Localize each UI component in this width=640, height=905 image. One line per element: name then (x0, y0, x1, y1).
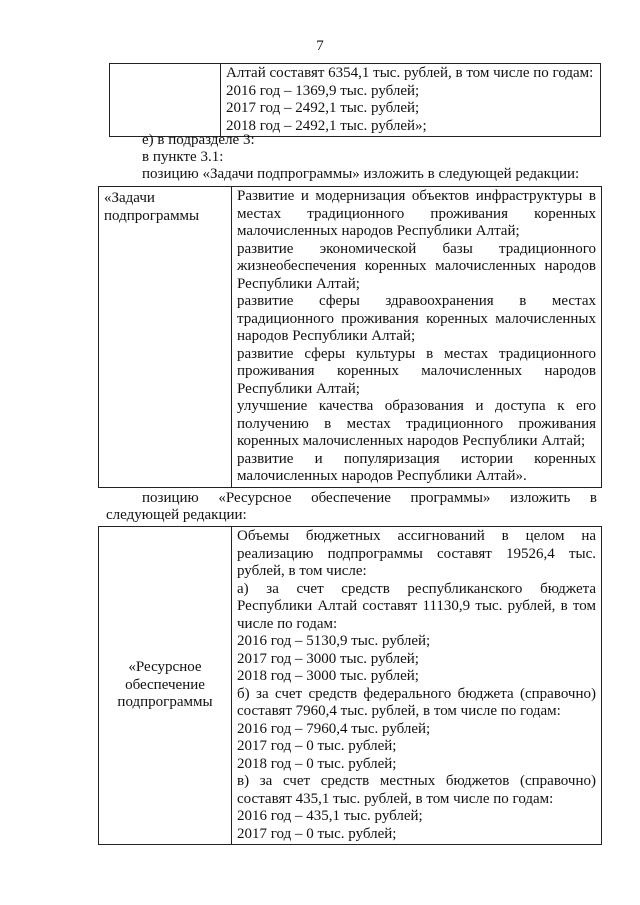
table-line: жизнеобеспечения коренных малочисленных народов (237, 258, 596, 274)
table-line: б) за счет средств федерального бюджета (справочно) (237, 685, 596, 702)
table-line: в) за счет средств местных бюджетов (справочно) (237, 773, 596, 789)
table-row (99, 527, 602, 845)
table-line: малочисленных народов Республики Алтай». (237, 468, 527, 484)
table-line: 2017 год – 0 тыс. рублей; (237, 738, 397, 754)
table-line: 2016 год – 1369,9 тыс. рублей; (226, 82, 420, 99)
table-content-cell (221, 64, 601, 137)
table-line: Объемы бюджетных ассигнований в целом на (237, 528, 596, 544)
resources-table (98, 526, 602, 845)
table-row (110, 64, 601, 137)
table-line: проживания коренных малочисленных народов (237, 363, 596, 379)
table-line: 2018 год – 2492,1 тыс. рублей»; (226, 117, 427, 134)
table-line: развитие сферы здравоохранения в местах (237, 293, 596, 309)
table-line: 2016 год – 5130,9 тыс. рублей; (237, 633, 431, 649)
table-line: малочисленных народов Республики Алтай; (237, 223, 520, 239)
table-line: реализацию подпрограммы составят 19526,4 тыс. (237, 545, 596, 562)
table-line: развитие сферы культуры в местах традиционного (237, 345, 596, 362)
table-content-cell (232, 527, 602, 845)
continuation-table (109, 63, 601, 137)
table-label-cell (99, 187, 232, 488)
table-line: составят 7960,4 тыс. рублей, в том числе по годам: (237, 703, 561, 719)
table-line: развитие экономической базы традиционного (237, 240, 596, 257)
label-line: подпрограммы (104, 207, 200, 224)
table-line: коренных малочисленных народов Республики Алтай; (237, 433, 586, 449)
table-row (99, 187, 602, 488)
table-line: Республики Алтай; (237, 380, 360, 397)
label-line: подпрограммы (117, 694, 213, 711)
paragraph-resources-intro: позицию «Ресурсное обеспечение программы» изложить в (142, 490, 597, 506)
table-label-cell (110, 64, 221, 137)
paragraph-point: в пункте 3.1: (142, 149, 224, 165)
table-line: 2016 год – 7960,4 тыс. рублей; (237, 720, 431, 737)
table-line: улучшение качества образования и доступа к его (237, 398, 596, 414)
table-line: 2017 год – 2492,1 тыс. рублей; (226, 100, 420, 116)
table-line: местах традиционного проживания коренных (237, 205, 596, 222)
paragraph-resources-intro-cont: следующей редакции: (106, 507, 247, 523)
table-line: традиционного проживания коренных малочисленных (237, 310, 596, 327)
tasks-table (98, 186, 602, 488)
page-number: 7 (316, 38, 324, 54)
table-content-cell (232, 187, 602, 488)
table-line: развитие и популяризация истории коренных (237, 450, 596, 467)
table-line: числе по годам: (237, 615, 338, 632)
table-line: рублей, в том числе: (237, 563, 367, 579)
table-line: 2017 год – 3000 тыс. рублей; (237, 650, 419, 667)
table-line: 2018 год – 0 тыс. рублей; (237, 755, 397, 772)
table-line: Республики Алтай составят 11130,9 тыс. рублей, в том (237, 598, 596, 614)
table-line: Алтай составят 6354,1 тыс. рублей, в том числе по годам: (226, 65, 594, 81)
table-line: получению в местах традиционного проживания (237, 415, 596, 432)
table-line: 2016 год – 435,1 тыс. рублей; (237, 808, 423, 824)
table-line: а) за счет средств республиканского бюджета (237, 580, 596, 597)
table-line: 2017 год – 0 тыс. рублей; (237, 825, 397, 842)
table-line: Развитие и модернизация объектов инфраструктуры в (237, 188, 596, 204)
label-line: «Ресурсное (128, 659, 202, 676)
paragraph-subsection: е) в подразделе 3: (142, 132, 255, 148)
table-label-cell (99, 527, 232, 845)
label-line: «Задачи (104, 190, 155, 206)
table-line: Республики Алтай; (237, 275, 360, 292)
table-line: составят 435,1 тыс. рублей, в том числе по годам: (237, 790, 554, 807)
label-line: обеспечение (125, 676, 205, 693)
table-line: 2018 год – 3000 тыс. рублей; (237, 668, 419, 684)
paragraph-tasks-intro: позицию «Задачи подпрограммы» изложить в следующей редакции: (142, 166, 580, 182)
table-line: народов Республики Алтай; (237, 328, 416, 344)
